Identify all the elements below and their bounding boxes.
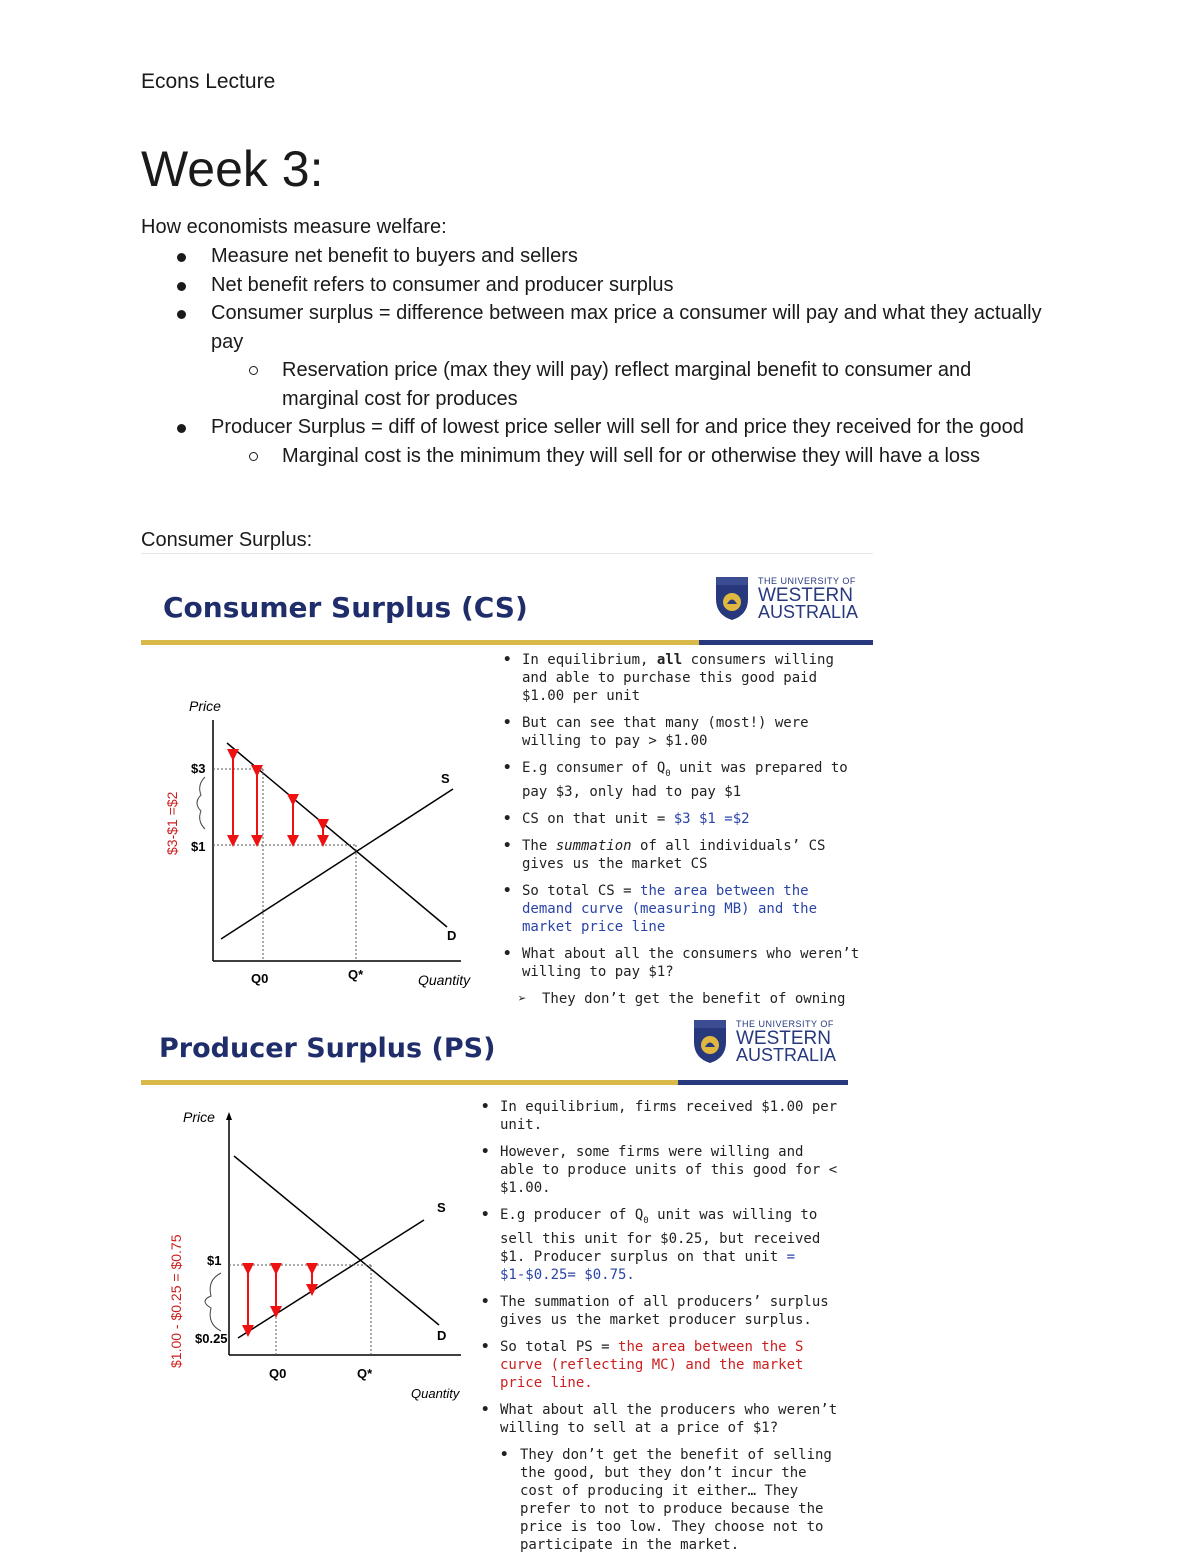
title-underline-blue xyxy=(678,1080,848,1085)
doc-header: Econs Lecture xyxy=(141,70,276,93)
cs-price-low: $1 xyxy=(191,839,206,854)
bullet-item: Net benefit refers to consumer and producer surplus xyxy=(141,271,1051,300)
ps-slide xyxy=(141,1008,851,1553)
ps-bullet: • E.g producer of $Q_0$ unit was willing to sell this unit for $0.25, but received $1. Producer surplus on that unit = $1-$0.25= $0.75. xyxy=(476,1206,841,1284)
intro-text: How economists measure welfare: xyxy=(141,216,447,238)
ps-demand-label: D xyxy=(437,1328,447,1343)
ps-brace xyxy=(205,1273,221,1331)
page-title: Week 3: xyxy=(141,141,324,197)
cs-side-formula: $3-$1 =$2 xyxy=(164,791,180,855)
ps-side-formula: $1.00 - $0.25 = $0.75 xyxy=(168,1234,184,1368)
ps-bullet: • So total PS = the area between the S curve (reflecting MC) and the market price line. xyxy=(476,1338,841,1392)
cs-bullet: • The summation of all individuals’ CS gives us the market CS xyxy=(498,837,863,873)
cs-bullet: • So total CS = the area between the demand curve (measuring MB) and the market price line xyxy=(498,882,863,936)
cs-demand-label: D xyxy=(447,928,457,943)
ps-slide-bullets xyxy=(476,1098,841,1563)
cs-q0-label: Q0 xyxy=(251,971,269,986)
ps-demand-curve xyxy=(234,1156,439,1325)
uwa-logo xyxy=(714,573,864,625)
ps-graph xyxy=(141,1098,481,1498)
ps-qstar-label: Q* xyxy=(357,1366,373,1381)
cs-supply-curve xyxy=(221,789,453,939)
uwa-logo xyxy=(692,1016,842,1068)
cs-x-axis-label: Quantity xyxy=(418,972,471,988)
cs-supply-label: S xyxy=(441,771,450,786)
cs-brace xyxy=(197,777,205,829)
logo-line3: AUSTRALIA xyxy=(758,602,859,622)
sub-bullet-item: Marginal cost is the minimum they will sell for or otherwise they will have a loss xyxy=(141,442,1051,471)
logo-line3: AUSTRALIA xyxy=(736,1045,837,1065)
cs-bullet: • In equilibrium, all consumers willing and able to purchase this good paid $1.00 per unit xyxy=(498,651,863,705)
ps-bullet: • What about all the producers who weren’t willing to sell at a price of $1? xyxy=(476,1401,841,1437)
bullet-list xyxy=(141,242,1051,470)
logo-line1: THE UNIVERSITY OF xyxy=(736,1019,834,1029)
logo-line2: WESTERN xyxy=(758,585,853,606)
cs-slide-bullets xyxy=(498,651,863,1017)
ps-bullet: • However, some firms were willing and able to produce units of this good for < $1.00. xyxy=(476,1143,841,1197)
cs-bullet: • E.g consumer of $Q_0$ unit was prepared to pay $3, only had to pay $1 xyxy=(498,759,863,801)
ps-bullet: • The summation of all producers’ surplus gives us the market producer surplus. xyxy=(476,1293,841,1329)
ps-bullet: • In equilibrium, firms received $1.00 per unit. xyxy=(476,1098,841,1134)
ps-slide-title: Producer Surplus (PS) xyxy=(159,1033,496,1064)
ps-sub-bullet: • They don’t get the benefit of selling the good, but they don’t incur the cost of producing it either… They prefer to not to produce because the price is too low. They choose not to participate in the market. xyxy=(476,1446,841,1554)
title-underline-gold xyxy=(141,1080,678,1085)
ps-supply-curve xyxy=(238,1220,424,1338)
cs-slide xyxy=(141,553,873,1008)
cs-qstar-label: Q* xyxy=(348,967,364,982)
cs-caption: Consumer Surplus: xyxy=(141,529,313,551)
logo-line1: THE UNIVERSITY OF xyxy=(758,576,856,586)
ps-y-axis-label: Price xyxy=(183,1109,215,1125)
logo-line2: WESTERN xyxy=(736,1028,831,1049)
cs-graph xyxy=(141,645,491,1005)
cs-bullet: • CS on that unit = $3 $1 =$2 xyxy=(498,810,863,828)
ps-x-axis-label: Quantity xyxy=(411,1386,460,1401)
sub-bullet-item: Reservation price (max they will pay) reflect marginal benefit to consumer and marginal cost for produces xyxy=(141,356,1051,413)
cs-y-axis-label: Price xyxy=(189,698,221,714)
title-underline-blue xyxy=(699,640,873,645)
cs-bullet: • What about all the consumers who weren’t willing to pay $1? xyxy=(498,945,863,981)
ps-price-low: $0.25 xyxy=(195,1331,228,1346)
cs-demand-curve xyxy=(227,743,447,927)
ps-q0-label: Q0 xyxy=(269,1366,287,1381)
slide-top-edge xyxy=(141,553,873,554)
cs-sub-bullet: ➢ They don’t get the benefit of owning xyxy=(498,990,863,1008)
uwa-crest-icon xyxy=(714,575,750,621)
cs-price-high: $3 xyxy=(191,761,206,776)
bullet-item: Consumer surplus = difference between max price a consumer will pay and what they actually pay xyxy=(141,299,1051,356)
ps-price-high: $1 xyxy=(207,1253,222,1268)
cs-slide-title: Consumer Surplus (CS) xyxy=(163,591,528,624)
bullet-item: Measure net benefit to buyers and sellers xyxy=(141,242,1051,271)
ps-supply-label: S xyxy=(437,1200,446,1215)
cs-bullet: • But can see that many (most!) were willing to pay > $1.00 xyxy=(498,714,863,750)
uwa-crest-icon xyxy=(692,1018,728,1064)
bullet-item: Producer Surplus = diff of lowest price seller will sell for and price they received for the good xyxy=(141,413,1051,442)
